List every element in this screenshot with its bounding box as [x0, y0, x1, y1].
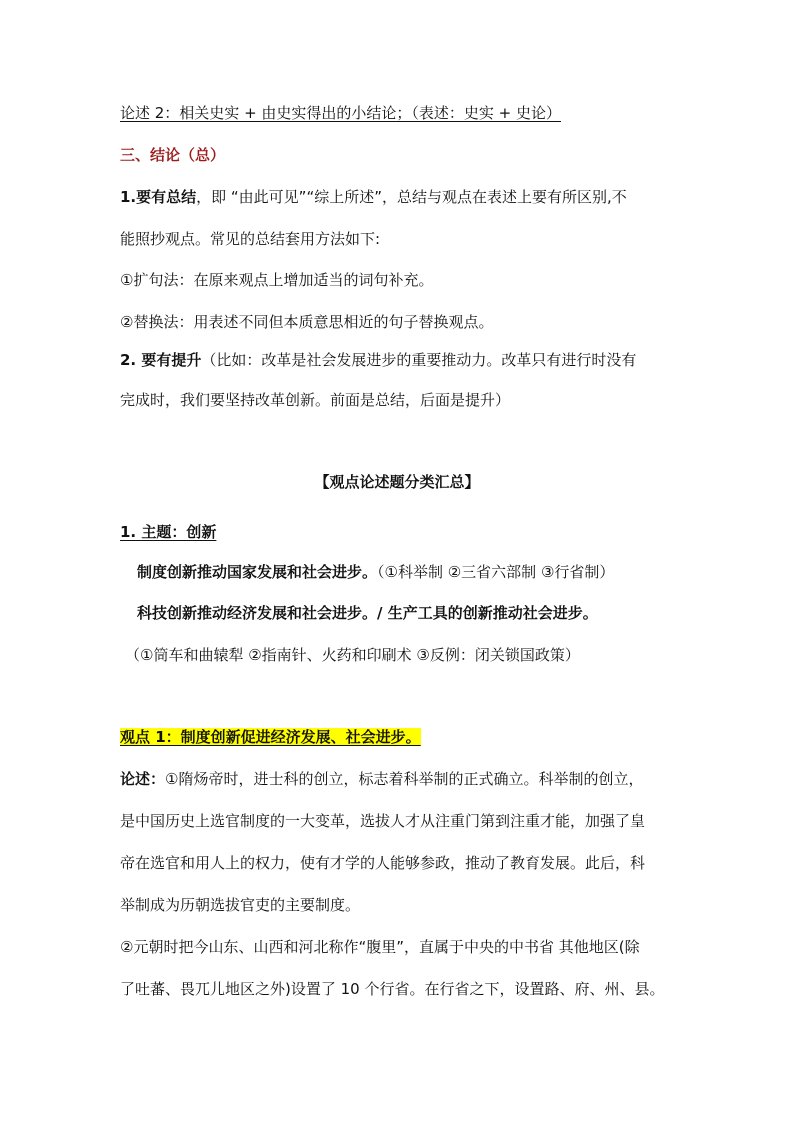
text-line: （①筒车和曲辕犁 ②指南针、火药和印刷术 ③反例：闭关锁国政策）	[125, 646, 580, 664]
bold-term: 1.要有总结	[120, 188, 197, 206]
text-line: ①扩句法：在原来观点上增加适当的词句补充。	[120, 271, 434, 289]
bold-term: 论述：	[120, 770, 166, 788]
summary-title: 【观点论述题分类汇总】	[314, 473, 480, 491]
text-span: ①隋炀帝时，进士科的创立，标志着科举制的正式确立。科举制的创立，	[165, 770, 644, 788]
bold-term: 2. 要有提升	[120, 351, 202, 369]
heading-text: 结论（总）	[150, 146, 226, 164]
text-line: 是中国历史上选官制度的一大变革，选拔人才从注重门第到注重才能，加强了皇	[120, 812, 646, 830]
text-line: 了吐蕃、畏兀儿地区之外)设置了 10 个行省。在行省之下，设置路、府、州、县。	[120, 980, 665, 998]
bold-term: 制度创新推动国家发展和社会进步。	[137, 563, 378, 581]
text-line: 帝在选官和用人上的权力，使有才学的人能够参政，推动了教育发展。此后，科	[120, 854, 646, 872]
heading-prefix: 三、	[120, 146, 151, 164]
text-span: （比如：改革是社会发展进步的重要推动力。改革只有进行时没有	[201, 351, 637, 369]
section-heading	[120, 145, 225, 165]
text-line	[120, 187, 627, 207]
text-line	[137, 562, 614, 582]
text-span: （①科举制 ②三省六部制 ③行省制）	[377, 563, 615, 581]
text-span: ，即 “由此可见”“综上所述”，总结与观点在表述上要有所区别,不	[196, 188, 627, 206]
text-line: ②替换法：用表述不同但本质意思相近的句子替换观点。	[120, 313, 494, 331]
viewpoint-heading	[120, 727, 421, 747]
text-line: 科技创新推动经济发展和社会进步。/ 生产工具的创新推动社会进步。	[137, 604, 598, 622]
topic-heading: 1. 主题：创新	[120, 523, 217, 541]
text-line: 完成时，我们要坚持改革创新。前面是总结，后面是提升）	[120, 391, 511, 409]
text-line: 论述 2：相关史实 + 由史实得出的小结论；（表述：史实 + 史论）	[120, 104, 562, 122]
text-line: ②元朝时把今山东、山西和河北称作“腹里”，直属于中央的中书省 其他地区(除	[120, 938, 640, 956]
text-line: 举制成为历朝选拔官吏的主要制度。	[120, 896, 361, 914]
text-line	[120, 769, 643, 789]
text-line: 能照抄观点。常见的总结套用方法如下:	[120, 230, 381, 248]
highlighted-viewpoint: 观点 1：制度创新促进经济发展、社会进步。	[120, 728, 421, 746]
text-line	[120, 350, 636, 370]
